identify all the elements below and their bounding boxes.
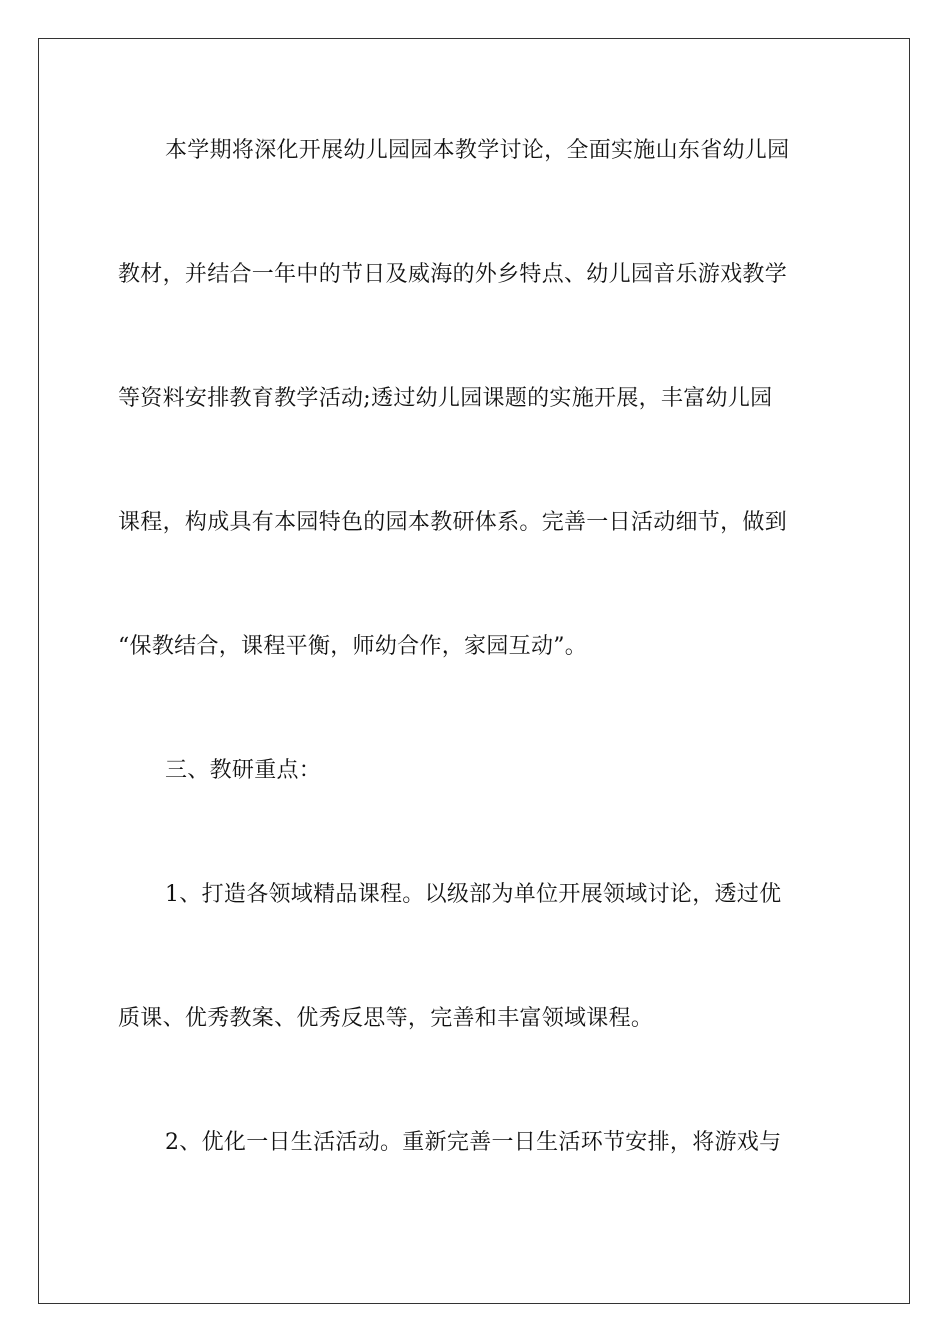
paragraph-1-line-5: “保教结合，课程平衡，师幼合作，家园互动”。 (118, 634, 588, 659)
section-heading: 三、教研重点： (165, 758, 322, 783)
item-1-line-1: 1、打造各领域精品课程。以级部为单位开展领域讨论，透过优 (165, 882, 782, 907)
paragraph-1-line-1: 本学期将深化开展幼儿园园本教学讨论，全面实施山东省幼儿园 (165, 138, 790, 163)
paragraph-1-line-3: 等资料安排教育教学活动;透过幼儿园课题的实施开展，丰富幼儿园 (118, 386, 773, 411)
paragraph-1-line-4: 课程，构成具有本园特色的园本教研体系。完善一日活动细节，做到 (118, 510, 788, 535)
page-border (38, 38, 910, 1304)
item-1-line-2: 质课、优秀教案、优秀反思等，完善和丰富领域课程。 (118, 1006, 654, 1031)
item-2-line-1: 2、优化一日生活活动。重新完善一日生活环节安排，将游戏与 (165, 1130, 782, 1155)
paragraph-1-line-2: 教材，并结合一年中的节日及威海的外乡特点、幼儿园音乐游戏教学 (118, 262, 788, 287)
